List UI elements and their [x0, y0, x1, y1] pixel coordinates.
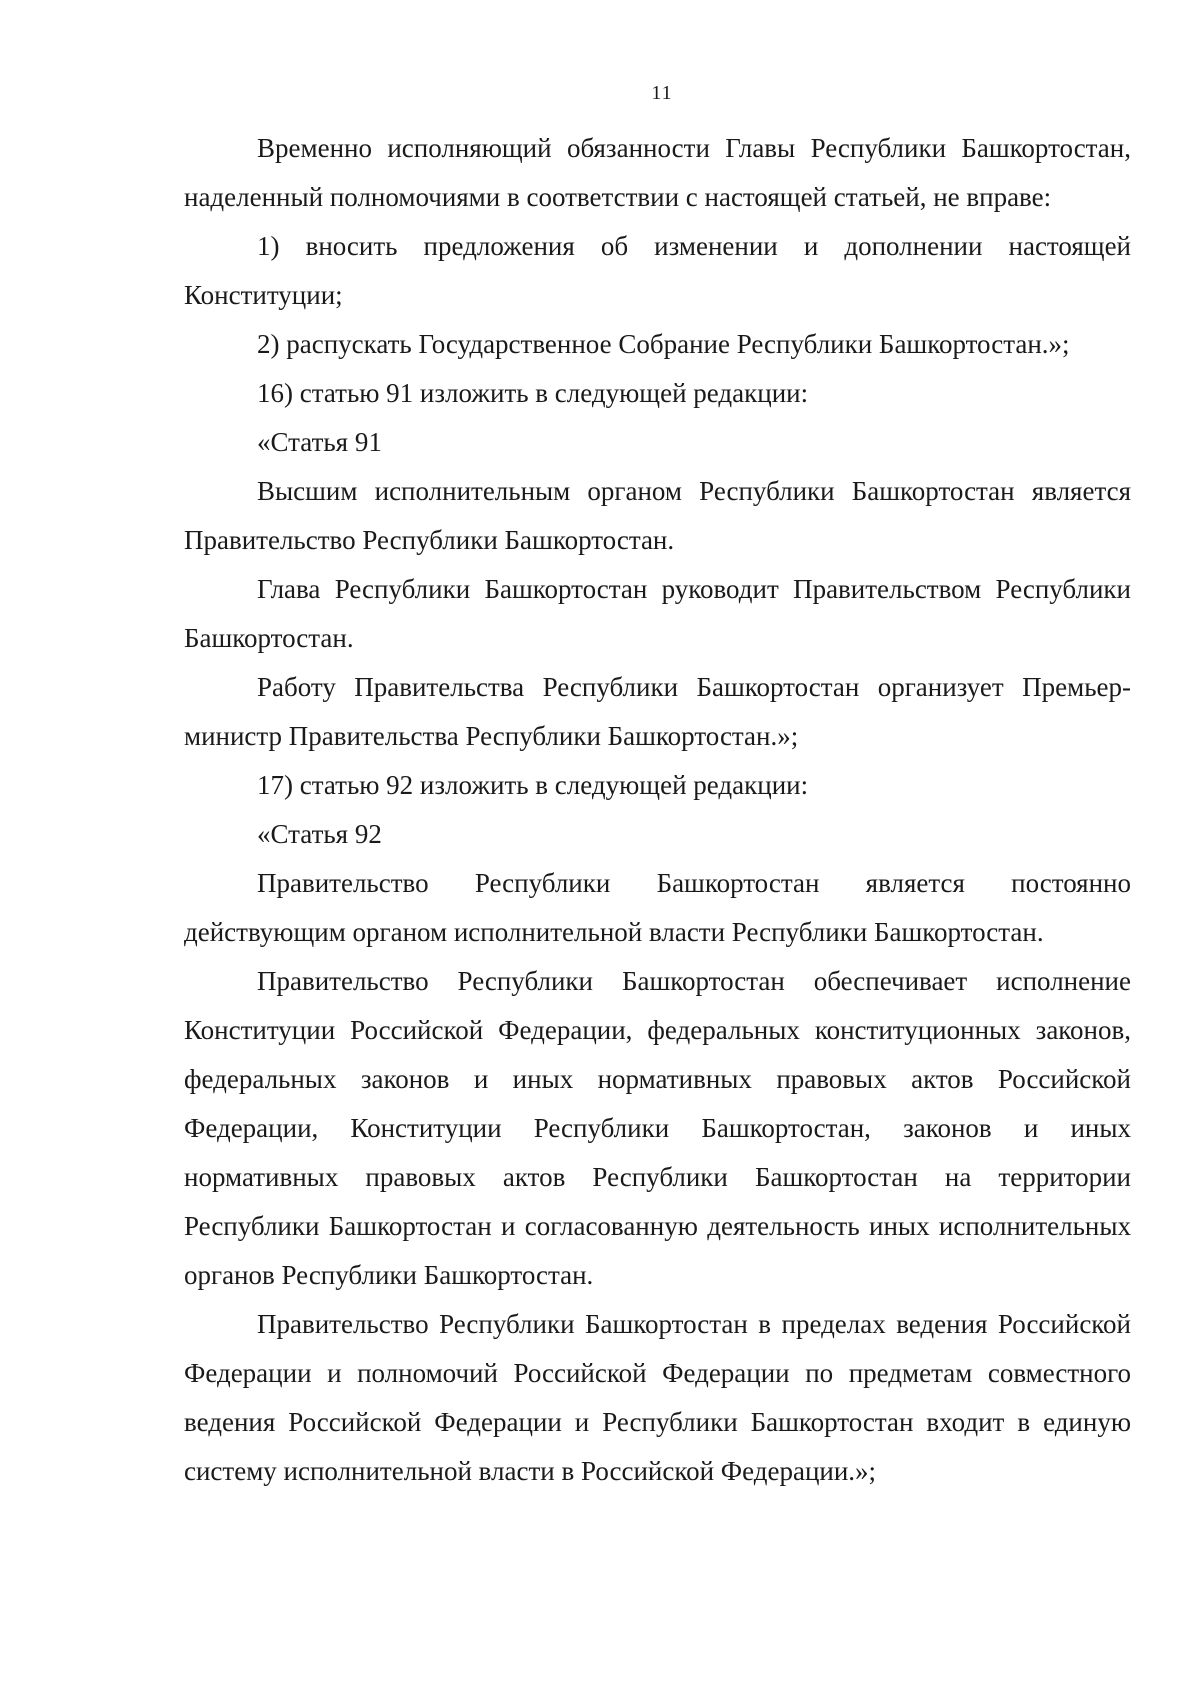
- article-92-heading: «Статья 92: [257, 819, 382, 849]
- paragraph-article-92-3: Правительство Республики Башкортостан в пределах ведения Российской Федерации и полномочий Российской Федерации по предметам совместного ведения Российской Федерации и Республики Башкортостан входит в единую систему исполнительной власти в Российской Федерации.»;: [184, 1309, 1131, 1486]
- paragraph-article-92-2: Правительство Республики Башкортостан обеспечивает исполнение Конституции Российской Федерации, федеральных конституционных законов, федеральных законов и иных нормативных правовых актов Российской Федерации, Конституции Республики Башкортостан, законов и иных нормативных правовых актов Республики Башкортостан на территории Республики Башкортостан и согласованную деятельность иных исполнительных органов Республики Башкортостан.: [184, 966, 1131, 1290]
- paragraph-item-1: 1) вносить предложения об изменении и дополнении настоящей Конституции;: [184, 231, 1131, 310]
- paragraph-article-91-3: Работу Правительства Республики Башкортостан организует Премьер-министр Правительства Республики Башкортостан.»;: [184, 672, 1131, 751]
- paragraph-article-91-1: Высшим исполнительным органом Республики Башкортостан является Правительство Республики Башкортостан.: [184, 476, 1131, 555]
- page-number: 11: [651, 82, 673, 104]
- paragraph-item-2: 2) распускать Государственное Собрание Республики Башкортостан.»;: [257, 329, 1070, 359]
- paragraph-amendment-16: 16) статью 91 изложить в следующей редакции:: [257, 378, 809, 408]
- paragraph-amendment-17: 17) статью 92 изложить в следующей редакции:: [257, 770, 809, 800]
- document-body: [184, 124, 1131, 1496]
- paragraph-article-91-2: Глава Республики Башкортостан руководит Правительством Республики Башкортостан.: [184, 574, 1131, 653]
- paragraph-article-92-1: Правительство Республики Башкортостан является постоянно действующим органом исполнительной власти Республики Башкортостан.: [184, 868, 1131, 947]
- paragraph-acting-head-restrictions: Временно исполняющий обязанности Главы Республики Башкортостан, наделенный полномочиями в соответствии с настоящей статьей, не вправе:: [184, 133, 1131, 212]
- article-91-heading: «Статья 91: [257, 427, 382, 457]
